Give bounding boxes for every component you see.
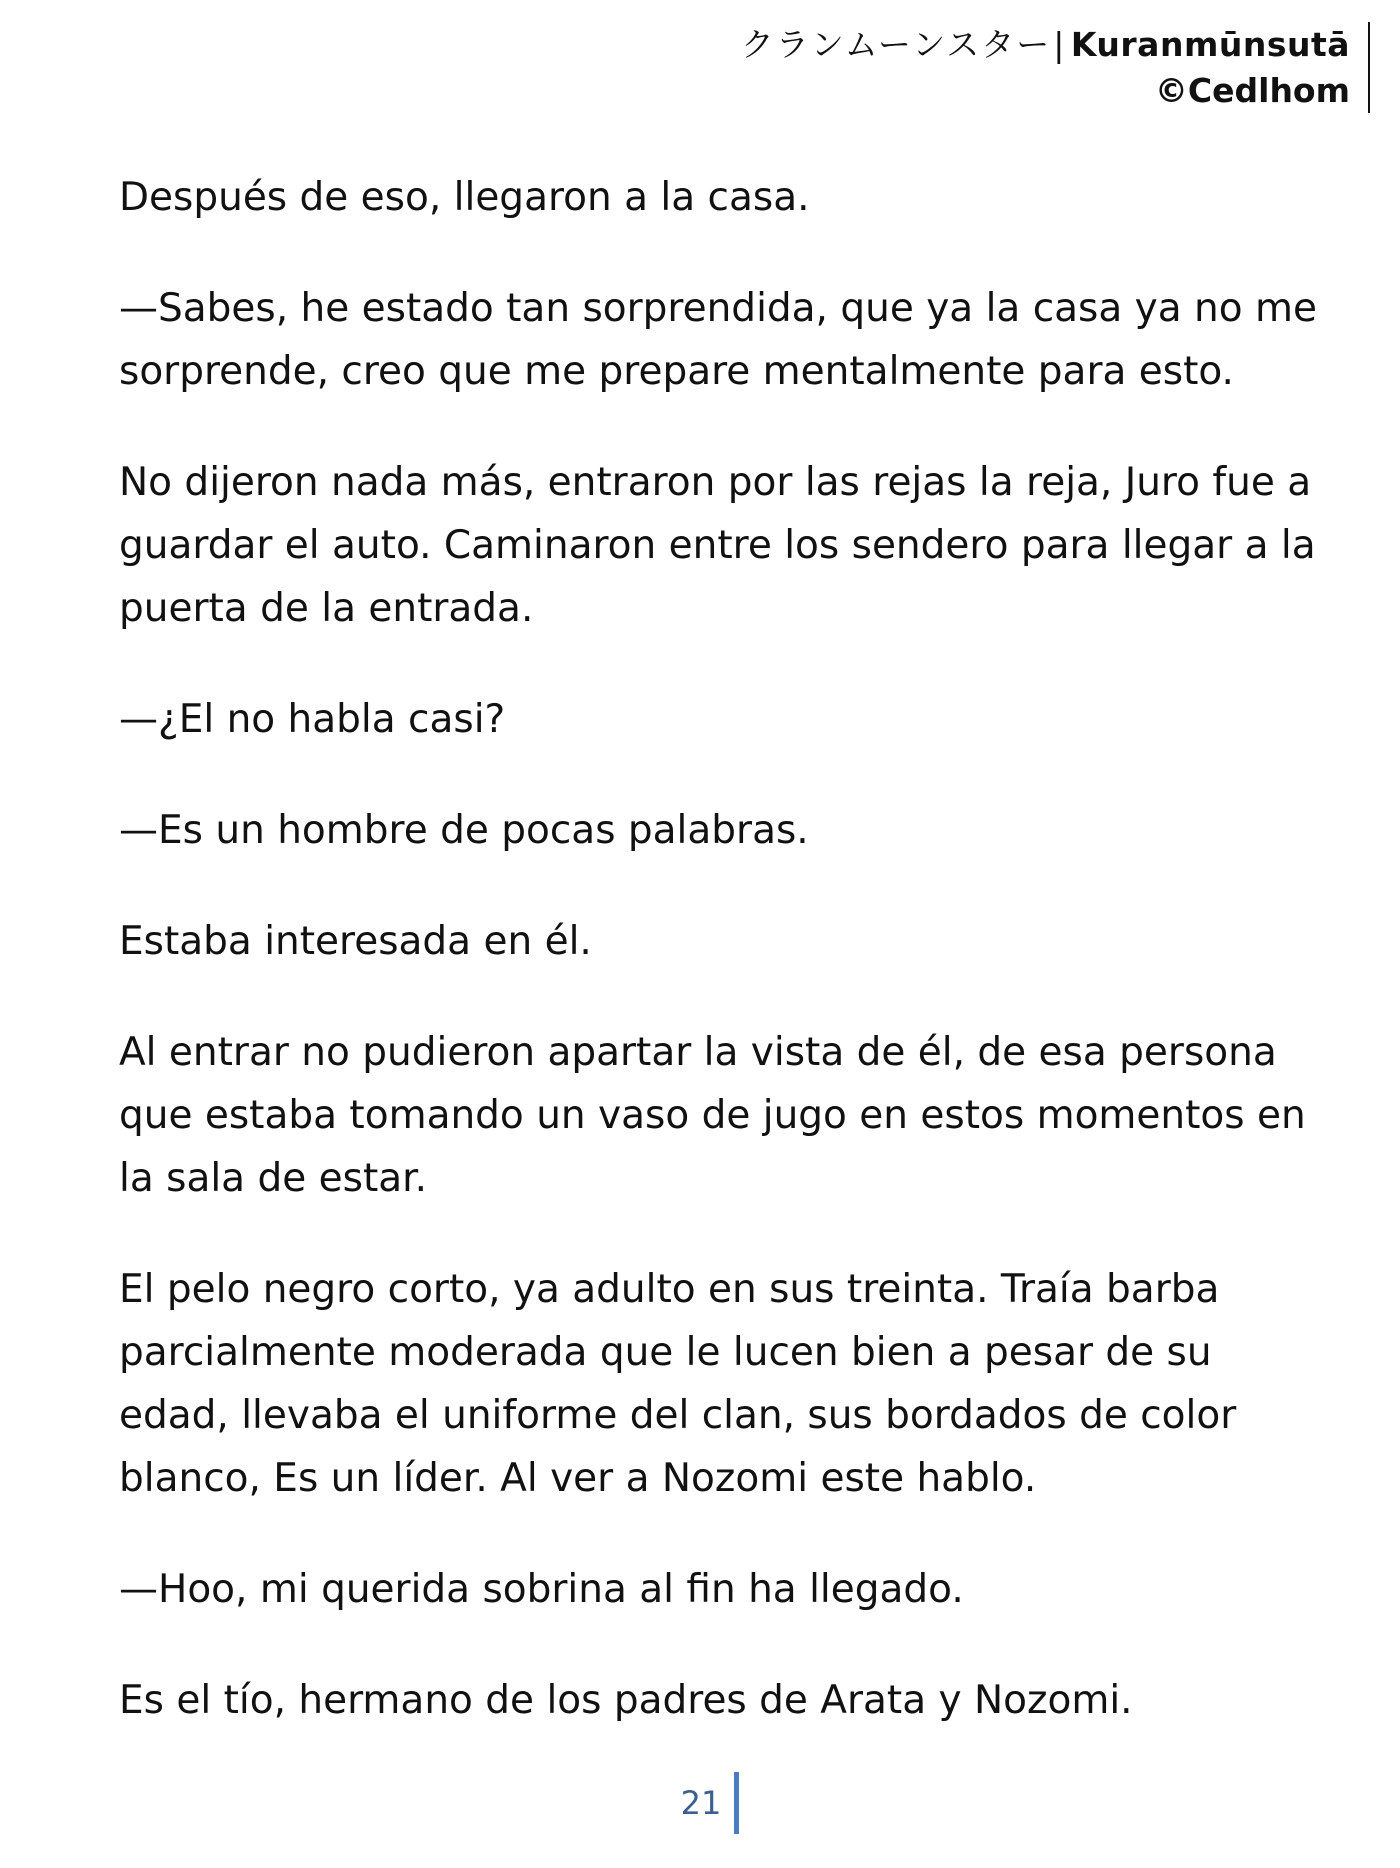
paragraph: El pelo negro corto, ya adulto en sus treinta. Traía barba parcialmente moderada que le lucen bien a pesar de su edad, llevaba el uniforme del clan, sus bordados de color blanco, Es un líder. Al ver a Nozomi este hablo. [119, 1267, 1237, 1501]
paragraph: No dijeron nada más, entraron por las rejas la reja, Juro fue a guardar el auto. Caminaron entre los sendero para llegar a la puerta de la entrada. [119, 460, 1316, 631]
header-title-romaji: Kuranmūnsutā [1070, 25, 1350, 64]
paragraph: Estaba interesada en él. [119, 919, 592, 964]
page-body [119, 166, 1319, 1780]
header-author: ©Cedlhom [1154, 70, 1350, 110]
header-title [741, 22, 1350, 68]
page-number-bar [734, 1772, 739, 1834]
page-number-block [681, 1784, 740, 1822]
paragraph: —¿El no habla casi? [119, 697, 506, 742]
header-separator: | [1053, 25, 1065, 64]
page-header [741, 22, 1370, 113]
paragraph: —Hoo, mi querida sobrina al fin ha llegado. [119, 1567, 964, 1612]
paragraph: —Es un hombre de pocas palabras. [119, 808, 809, 853]
header-title-japanese: クランムーンスター [740, 25, 1052, 64]
page-footer [0, 1784, 1400, 1822]
paragraph: Al entrar no pudieron apartar la vista de él, de esa persona que estaba tomando un vaso de jugo en estos momentos en la sala de estar. [119, 1030, 1306, 1201]
paragraph: Es el tío, hermano de los padres de Arata y Nozomi. [119, 1678, 1133, 1723]
paragraph: Después de eso, llegaron a la casa. [119, 175, 810, 220]
paragraph: —Sabes, he estado tan sorprendida, que ya la casa ya no me sorprende, creo que me prepare mentalmente para esto. [119, 286, 1318, 394]
page-number: 21 [680, 1784, 722, 1822]
